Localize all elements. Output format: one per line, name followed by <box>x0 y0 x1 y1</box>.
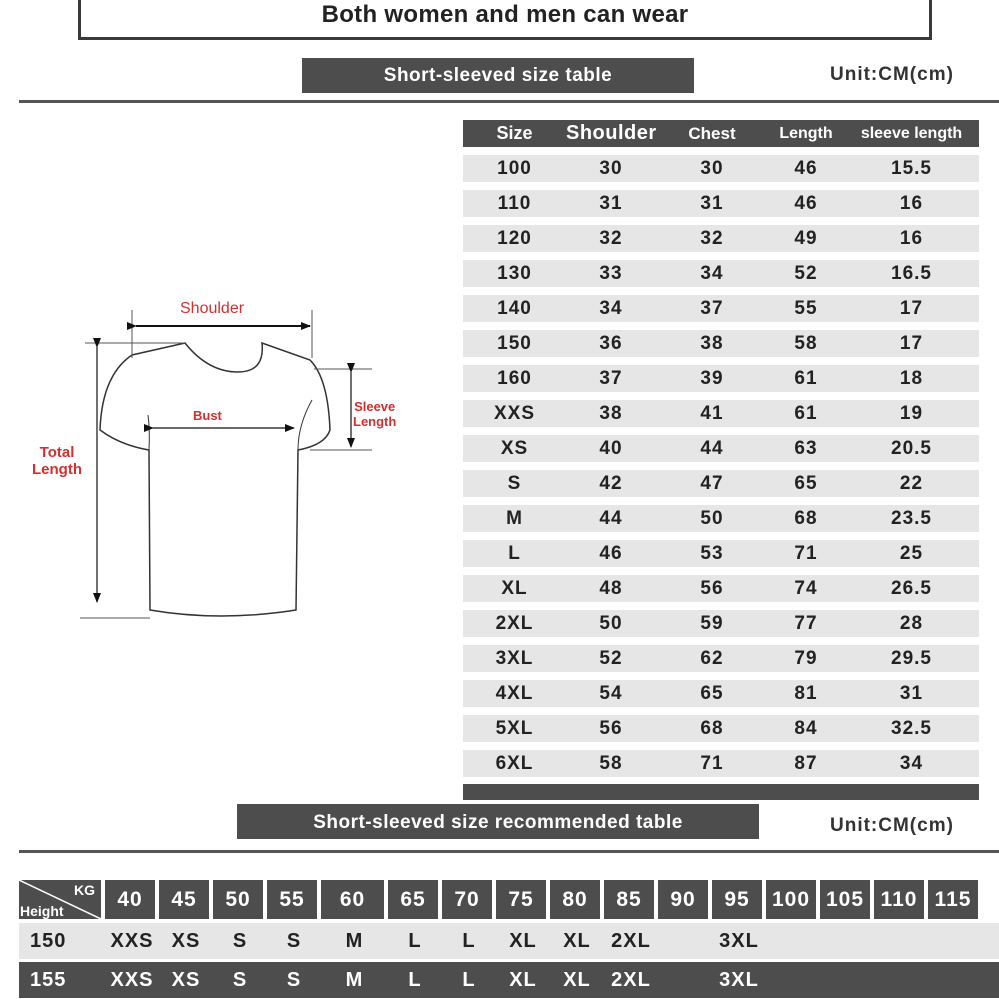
cell-length: 61 <box>794 367 818 389</box>
size-table <box>463 120 979 800</box>
recommended-size: XS <box>171 968 201 991</box>
recommended-size: S <box>232 968 248 991</box>
cell-size: 150 <box>497 332 532 354</box>
cell-length: 49 <box>794 227 818 249</box>
table-row <box>463 190 979 217</box>
cell-shoulder: 40 <box>599 437 623 459</box>
rec-table-body <box>19 923 999 998</box>
cell-size: 6XL <box>495 752 534 774</box>
recommended-size: L <box>462 968 476 991</box>
cell-size: L <box>508 542 521 564</box>
weight-header: 75 <box>496 880 546 919</box>
cell-chest: 31 <box>700 192 724 214</box>
cell-size: XXS <box>493 402 536 424</box>
size-table-title: Short-sleeved size table <box>383 65 613 86</box>
cell-sleeve-length: 16 <box>899 192 924 214</box>
recommended-size: L <box>408 968 422 991</box>
cell-length: 79 <box>794 647 818 669</box>
cell-chest: 44 <box>700 437 724 459</box>
cell-chest: 41 <box>700 402 724 424</box>
recommended-size: S <box>286 968 302 991</box>
header-length: Length <box>779 124 833 142</box>
recommended-size: L <box>462 929 476 952</box>
cell-sleeve-length: 28 <box>899 612 924 634</box>
recommended-size: XL <box>563 968 591 991</box>
table-row <box>463 330 979 357</box>
cell-shoulder: 44 <box>599 507 623 529</box>
cell-chest: 56 <box>700 577 724 599</box>
table-row <box>463 365 979 392</box>
cell-shoulder: 30 <box>599 157 623 179</box>
cell-size: S <box>507 472 522 494</box>
weight-header: 90 <box>658 880 708 919</box>
rec-table-title-bar <box>237 804 759 839</box>
cell-chest: 32 <box>700 227 724 249</box>
cell-length: 55 <box>794 297 818 319</box>
cell-size: 120 <box>497 227 532 249</box>
banner-box <box>78 0 932 40</box>
rec-row <box>19 962 999 998</box>
height-value: 155 <box>30 968 67 991</box>
weight-header: 100 <box>766 880 816 919</box>
banner-title: Both women and men can wear <box>321 1 689 28</box>
cell-shoulder: 54 <box>599 682 623 704</box>
cell-sleeve-length: 29.5 <box>891 647 932 669</box>
size-table-header <box>463 120 979 147</box>
cell-sleeve-length: 22 <box>899 472 924 494</box>
cell-chest: 37 <box>700 297 724 319</box>
kg-height-corner <box>19 880 101 919</box>
table-row <box>463 470 979 497</box>
cell-length: 87 <box>794 752 818 774</box>
cell-size: 5XL <box>495 717 534 739</box>
divider-bottom <box>19 850 999 853</box>
cell-chest: 34 <box>700 262 724 284</box>
recommended-size: XL <box>563 929 591 952</box>
sleeve-length-line2: Length <box>353 413 397 429</box>
divider-top <box>19 100 999 103</box>
recommended-size: XXS <box>110 929 154 952</box>
shoulder-label: Shoulder <box>180 300 245 317</box>
recommended-size: 2XL <box>611 929 651 952</box>
cell-length: 81 <box>794 682 818 704</box>
recommended-size: XL <box>509 929 537 952</box>
cell-size: 100 <box>497 157 532 179</box>
cell-shoulder: 58 <box>599 752 623 774</box>
weight-header: 85 <box>604 880 654 919</box>
table-row <box>463 715 979 742</box>
size-table-footer-bar <box>463 784 979 800</box>
total-length-line1: Total <box>39 444 75 461</box>
recommended-size: M <box>345 968 364 991</box>
weight-header: 95 <box>712 880 762 919</box>
recommended-size: S <box>286 929 302 952</box>
sleeve-length-label <box>353 400 396 430</box>
rec-table-unit: Unit:CM(cm) <box>830 815 954 836</box>
recommended-size: 3XL <box>719 968 759 991</box>
table-row <box>463 155 979 182</box>
table-row <box>463 260 979 287</box>
rec-row <box>19 923 999 959</box>
total-length-line2: Length <box>32 461 82 479</box>
cell-chest: 30 <box>700 157 724 179</box>
table-row <box>463 505 979 532</box>
cell-chest: 68 <box>700 717 724 739</box>
cell-sleeve-length: 18 <box>899 367 924 389</box>
kg-label: KG <box>74 882 95 898</box>
cell-chest: 50 <box>700 507 724 529</box>
recommended-size: 2XL <box>611 968 651 991</box>
cell-sleeve-length: 32.5 <box>891 717 932 739</box>
weight-header: 115 <box>928 880 978 919</box>
cell-shoulder: 48 <box>599 577 623 599</box>
rec-table <box>19 880 999 998</box>
cell-sleeve-length: 17 <box>899 332 924 354</box>
height-value: 150 <box>30 929 67 952</box>
cell-chest: 38 <box>700 332 724 354</box>
cell-size: 160 <box>497 367 532 389</box>
cell-shoulder: 38 <box>599 402 623 424</box>
table-row <box>463 400 979 427</box>
weight-header: 40 <box>105 880 155 919</box>
cell-shoulder: 50 <box>599 612 623 634</box>
recommended-size: L <box>408 929 422 952</box>
header-sleeve-length: sleeve length <box>860 124 963 142</box>
size-table-unit: Unit:CM(cm) <box>830 64 954 85</box>
table-row <box>463 575 979 602</box>
recommended-size: S <box>232 929 248 952</box>
header-size: Size <box>496 123 533 143</box>
cell-size: M <box>506 507 523 529</box>
table-row <box>463 295 979 322</box>
cell-length: 77 <box>794 612 818 634</box>
cell-length: 52 <box>794 262 818 284</box>
cell-sleeve-length: 20.5 <box>891 437 932 459</box>
cell-shoulder: 36 <box>599 332 623 354</box>
table-row <box>463 680 979 707</box>
weight-header: 105 <box>820 880 870 919</box>
height-label: Height <box>20 903 64 919</box>
cell-sleeve-length: 19 <box>899 402 924 424</box>
cell-length: 46 <box>794 192 818 214</box>
cell-chest: 71 <box>700 752 724 774</box>
cell-sleeve-length: 17 <box>899 297 924 319</box>
bust-label: Bust <box>193 408 222 423</box>
weight-header: 110 <box>874 880 924 919</box>
cell-length: 84 <box>794 717 818 739</box>
header-chest: Chest <box>688 123 736 143</box>
cell-size: XL <box>501 577 528 599</box>
cell-length: 74 <box>794 577 818 599</box>
tshirt-diagram <box>20 290 440 630</box>
weight-header: 65 <box>388 880 438 919</box>
cell-size: 4XL <box>495 682 534 704</box>
cell-sleeve-length: 16.5 <box>891 262 932 284</box>
cell-size: 140 <box>497 297 532 319</box>
cell-shoulder: 32 <box>599 227 623 249</box>
cell-sleeve-length: 23.5 <box>891 507 932 529</box>
cell-size: XS <box>500 437 529 459</box>
recommended-size: M <box>345 929 364 952</box>
cell-shoulder: 42 <box>599 472 623 494</box>
table-row <box>463 225 979 252</box>
cell-length: 61 <box>794 402 818 424</box>
cell-size: 110 <box>497 192 532 214</box>
total-length-label <box>32 444 82 479</box>
cell-chest: 47 <box>700 472 724 494</box>
weight-header: 50 <box>213 880 263 919</box>
cell-size: 130 <box>497 262 532 284</box>
weight-header: 70 <box>442 880 492 919</box>
cell-shoulder: 34 <box>599 297 623 319</box>
table-row <box>463 435 979 462</box>
cell-chest: 39 <box>700 367 724 389</box>
cell-sleeve-length: 31 <box>899 682 924 704</box>
cell-chest: 53 <box>700 542 724 564</box>
cell-shoulder: 31 <box>599 192 623 214</box>
cell-shoulder: 33 <box>599 262 623 284</box>
cell-chest: 65 <box>700 682 724 704</box>
recommended-size: XS <box>171 929 201 952</box>
recommended-size: 3XL <box>719 929 759 952</box>
sleeve-length-line1: Sleeve <box>354 399 396 414</box>
cell-shoulder: 52 <box>599 647 623 669</box>
size-table-body <box>463 155 979 777</box>
table-row <box>463 645 979 672</box>
cell-sleeve-length: 34 <box>899 752 924 774</box>
table-row <box>463 750 979 777</box>
cell-length: 63 <box>794 437 818 459</box>
size-table-title-bar <box>302 58 694 93</box>
cell-size: 2XL <box>495 612 534 634</box>
recommended-size: XXS <box>110 968 154 991</box>
table-row <box>463 540 979 567</box>
cell-shoulder: 46 <box>599 542 623 564</box>
cell-size: 3XL <box>495 647 534 669</box>
weight-header: 60 <box>321 880 384 919</box>
cell-length: 65 <box>794 472 818 494</box>
cell-sleeve-length: 15.5 <box>891 157 932 179</box>
recommended-size: XL <box>509 968 537 991</box>
weight-header: 45 <box>159 880 209 919</box>
cell-sleeve-length: 26.5 <box>891 577 932 599</box>
rec-table-header <box>19 880 999 919</box>
cell-chest: 59 <box>700 612 724 634</box>
tshirt-outline-icon <box>20 290 440 630</box>
rec-table-title: Short-sleeved size recommended table <box>313 812 683 833</box>
cell-shoulder: 56 <box>599 717 623 739</box>
weight-header: 80 <box>550 880 600 919</box>
cell-length: 46 <box>794 157 818 179</box>
cell-chest: 62 <box>700 647 724 669</box>
header-shoulder: Shoulder <box>566 122 657 144</box>
cell-length: 58 <box>794 332 818 354</box>
cell-length: 68 <box>794 507 818 529</box>
cell-shoulder: 37 <box>599 367 623 389</box>
weight-header: 55 <box>267 880 317 919</box>
cell-length: 71 <box>794 542 818 564</box>
cell-sleeve-length: 25 <box>899 542 924 564</box>
cell-sleeve-length: 16 <box>899 227 924 249</box>
table-row <box>463 610 979 637</box>
